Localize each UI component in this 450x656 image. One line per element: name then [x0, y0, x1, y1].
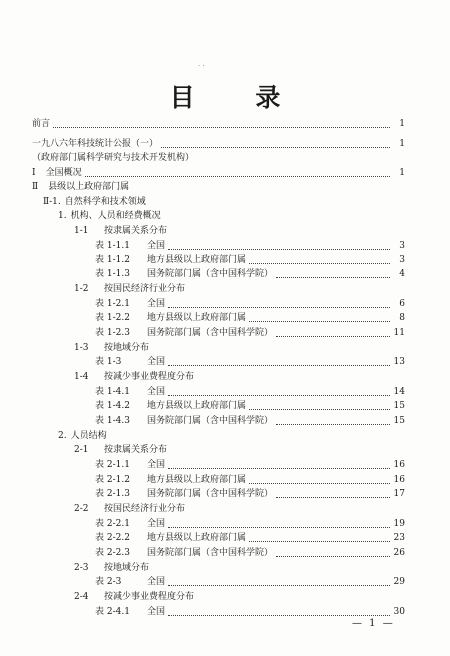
toc-entry-code: 2-3: [74, 563, 89, 573]
toc-entry-code: 1-4: [74, 372, 89, 382]
toc-entry-code: 表 1-4.3: [95, 416, 130, 426]
toc-entry-page: 8: [399, 313, 405, 323]
toc-entry-code: 2-1: [74, 445, 89, 455]
toc-entry[interactable]: [32, 117, 405, 131]
toc-entry[interactable]: [74, 590, 194, 604]
toc-entry[interactable]: [95, 297, 405, 311]
toc-entry-page: 1: [399, 119, 405, 129]
toc-entry-code: 表 1-2.3: [95, 328, 130, 338]
toc-entry-code: 表 2-3: [95, 577, 122, 587]
toc-entry-label: 按地域分布: [104, 343, 150, 353]
dot-leader: [161, 147, 390, 148]
toc-entry[interactable]: [74, 370, 194, 384]
toc-entry-label: 按国民经济行业分布: [104, 284, 186, 294]
toc-entry[interactable]: [32, 151, 194, 165]
toc-entry-page: 11: [393, 328, 405, 338]
toc-entry-page: 6: [399, 299, 405, 309]
toc-entry-code: 1-2: [74, 284, 89, 294]
toc-entry-label: 国务院部门属（含中国科学院）: [147, 489, 274, 499]
toc-entry[interactable]: [74, 224, 167, 238]
toc-entry-label: 地方县级以上政府部门属: [147, 533, 247, 543]
toc-entry-code: 表 1-2.1: [95, 299, 130, 309]
toc-entry-label: 按隶属关系分布: [104, 226, 168, 236]
toc-entry[interactable]: [32, 166, 405, 180]
dot-leader: [249, 321, 390, 322]
toc-entry-page: 4: [399, 269, 405, 279]
toc-entry-code: 2-2: [74, 504, 89, 514]
dot-leader: [168, 527, 390, 528]
toc-entry-label: 地方县级以上政府部门属: [147, 475, 247, 485]
toc-entry-page: 15: [393, 401, 405, 411]
toc-entry-label: 地方县级以上政府部门属: [147, 313, 247, 323]
toc-entry[interactable]: [95, 473, 405, 487]
toc-entry-label: 全国: [147, 460, 166, 470]
toc-entry[interactable]: [74, 561, 149, 575]
toc-entry-label: 一九八六年科技统计公报（一）: [32, 139, 159, 149]
toc-entry[interactable]: [74, 341, 149, 355]
toc-entry-page: 23: [393, 533, 405, 543]
toc-entry-page: 29: [393, 577, 405, 587]
dot-leader: [276, 497, 390, 498]
toc-entry-code: Ⅱ: [32, 182, 39, 192]
toc-entry-page: 1: [399, 139, 405, 149]
toc-entry[interactable]: [95, 355, 405, 369]
toc-entry[interactable]: [43, 195, 146, 209]
toc-entry[interactable]: [74, 502, 185, 516]
dot-leader: [249, 263, 390, 264]
toc-entry-code: 表 1-1.1: [95, 241, 130, 251]
toc-entry-label: （政府部门属科学研究与技术开发机构）: [32, 153, 195, 163]
toc-entry-code: 表 2-4.1: [95, 607, 130, 617]
toc-entry-label: 全国: [147, 357, 166, 367]
toc-entry[interactable]: [95, 267, 405, 281]
toc-entry[interactable]: [74, 443, 167, 457]
toc-entry-page: 26: [393, 548, 405, 558]
toc-entry-label: 人员结构: [70, 431, 107, 441]
toc-entry-label: 全国: [147, 299, 166, 309]
page-mark: · ·: [198, 62, 205, 70]
toc-entry-page: 16: [393, 460, 405, 470]
dot-leader: [168, 468, 390, 469]
dot-leader: [276, 556, 390, 557]
dot-leader: [168, 365, 390, 366]
toc-entry[interactable]: [95, 253, 405, 267]
toc-entry-label: 全国: [147, 577, 166, 587]
toc-entry-label: 按减少事业费程度分布: [104, 592, 195, 602]
toc-entry-code: Ⅰ: [32, 168, 36, 178]
toc-entry-code: 表 2-2.3: [95, 548, 130, 558]
toc-entry[interactable]: [95, 575, 405, 589]
toc-entry-page: 17: [393, 489, 405, 499]
toc-entry-code: 表 2-1.2: [95, 475, 130, 485]
toc-entry[interactable]: [95, 546, 405, 560]
dot-leader: [168, 249, 390, 250]
toc-entry-code: 2-4: [74, 592, 89, 602]
dot-leader: [168, 585, 390, 586]
toc-entry-code: 1.: [58, 211, 67, 221]
dot-leader: [276, 424, 390, 425]
toc-entry[interactable]: [95, 487, 405, 501]
dot-leader: [276, 277, 390, 278]
toc-entry-label: 县级以上政府部门属: [48, 182, 130, 192]
toc-entry[interactable]: [95, 311, 405, 325]
toc-entry-page: 30: [393, 607, 405, 617]
toc-entry-label: 前言: [32, 119, 51, 129]
dot-leader: [168, 615, 390, 616]
toc-entry[interactable]: [95, 239, 405, 253]
toc-entry-label: 机构、人员和经费概况: [70, 211, 161, 221]
toc-entry-label: 全国: [147, 607, 166, 617]
toc-entry-label: 按隶属关系分布: [104, 445, 168, 455]
toc-entry[interactable]: [74, 282, 185, 296]
toc-entry-label: 全国: [147, 241, 166, 251]
toc-entry[interactable]: [32, 180, 129, 194]
toc-entry-code: 2.: [58, 431, 67, 441]
toc-entry-page: 1: [399, 168, 405, 178]
toc-entry-code: 表 1-1.3: [95, 269, 130, 279]
toc-entry[interactable]: [95, 458, 405, 472]
toc-entry-label: 全国概况: [45, 168, 82, 178]
toc-entry-label: 国务院部门属（含中国科学院）: [147, 269, 274, 279]
toc-entry-page: 16: [393, 475, 405, 485]
toc-entry-code: 表 2-2.2: [95, 533, 130, 543]
toc-entry-label: 全国: [147, 387, 166, 397]
toc-entry-label: 按减少事业费程度分布: [104, 372, 195, 382]
dot-leader: [249, 541, 390, 542]
toc-entry-code: 表 1-3: [95, 357, 122, 367]
toc-entry-label: 地方县级以上政府部门属: [147, 401, 247, 411]
toc-entry-page: 3: [399, 241, 405, 251]
dot-leader: [249, 409, 390, 410]
toc-entry-code: Ⅱ-1.: [43, 197, 61, 207]
toc-entry[interactable]: [95, 414, 405, 428]
toc-entry-code: 表 2-2.1: [95, 519, 130, 529]
toc-entry-page: 3: [399, 255, 405, 265]
toc-entry-label: 自然科学和技术领域: [64, 197, 146, 207]
toc-entry-code: 表 1-4.1: [95, 387, 130, 397]
toc-entry-code: 1-1: [74, 226, 89, 236]
dot-leader: [85, 176, 390, 177]
toc-entry-page: 19: [393, 519, 405, 529]
page-number: — 1 —: [352, 618, 395, 629]
toc-entry[interactable]: [95, 517, 405, 531]
page-title: 目 录: [169, 83, 307, 112]
dot-leader: [249, 483, 390, 484]
toc-entry-code: 表 2-1.3: [95, 489, 130, 499]
toc-entry-code: 表 1-2.2: [95, 313, 130, 323]
dot-leader: [276, 336, 390, 337]
toc-entry-page: 14: [393, 387, 405, 397]
toc-entry[interactable]: [95, 385, 405, 399]
dot-leader: [168, 307, 390, 308]
toc-entry-label: 国务院部门属（含中国科学院）: [147, 548, 274, 558]
dot-leader: [53, 127, 390, 128]
toc-entry-label: 按国民经济行业分布: [104, 504, 186, 514]
toc-entry[interactable]: [58, 429, 107, 443]
toc-entry-page: 15: [393, 416, 405, 426]
toc-entry[interactable]: [95, 326, 405, 340]
toc-entry[interactable]: [95, 531, 405, 545]
toc-entry[interactable]: [95, 605, 405, 619]
toc-entry-page: 13: [393, 357, 405, 367]
toc-entry-label: 地方县级以上政府部门属: [147, 255, 247, 265]
toc-entry-code: 表 1-1.2: [95, 255, 130, 265]
toc-entry-label: 全国: [147, 519, 166, 529]
toc-entry-label: 国务院部门属（含中国科学院）: [147, 416, 274, 426]
toc-entry[interactable]: [32, 137, 405, 151]
toc-entry-label: 国务院部门属（含中国科学院）: [147, 328, 274, 338]
toc-entry-code: 1-3: [74, 343, 89, 353]
toc-entry-code: 表 1-4.2: [95, 401, 130, 411]
dot-leader: [168, 395, 390, 396]
toc-entry-label: 按地域分布: [104, 563, 150, 573]
toc-entry-code: 表 2-1.1: [95, 460, 130, 470]
toc-entry[interactable]: [58, 209, 161, 223]
toc-entry[interactable]: [95, 399, 405, 413]
